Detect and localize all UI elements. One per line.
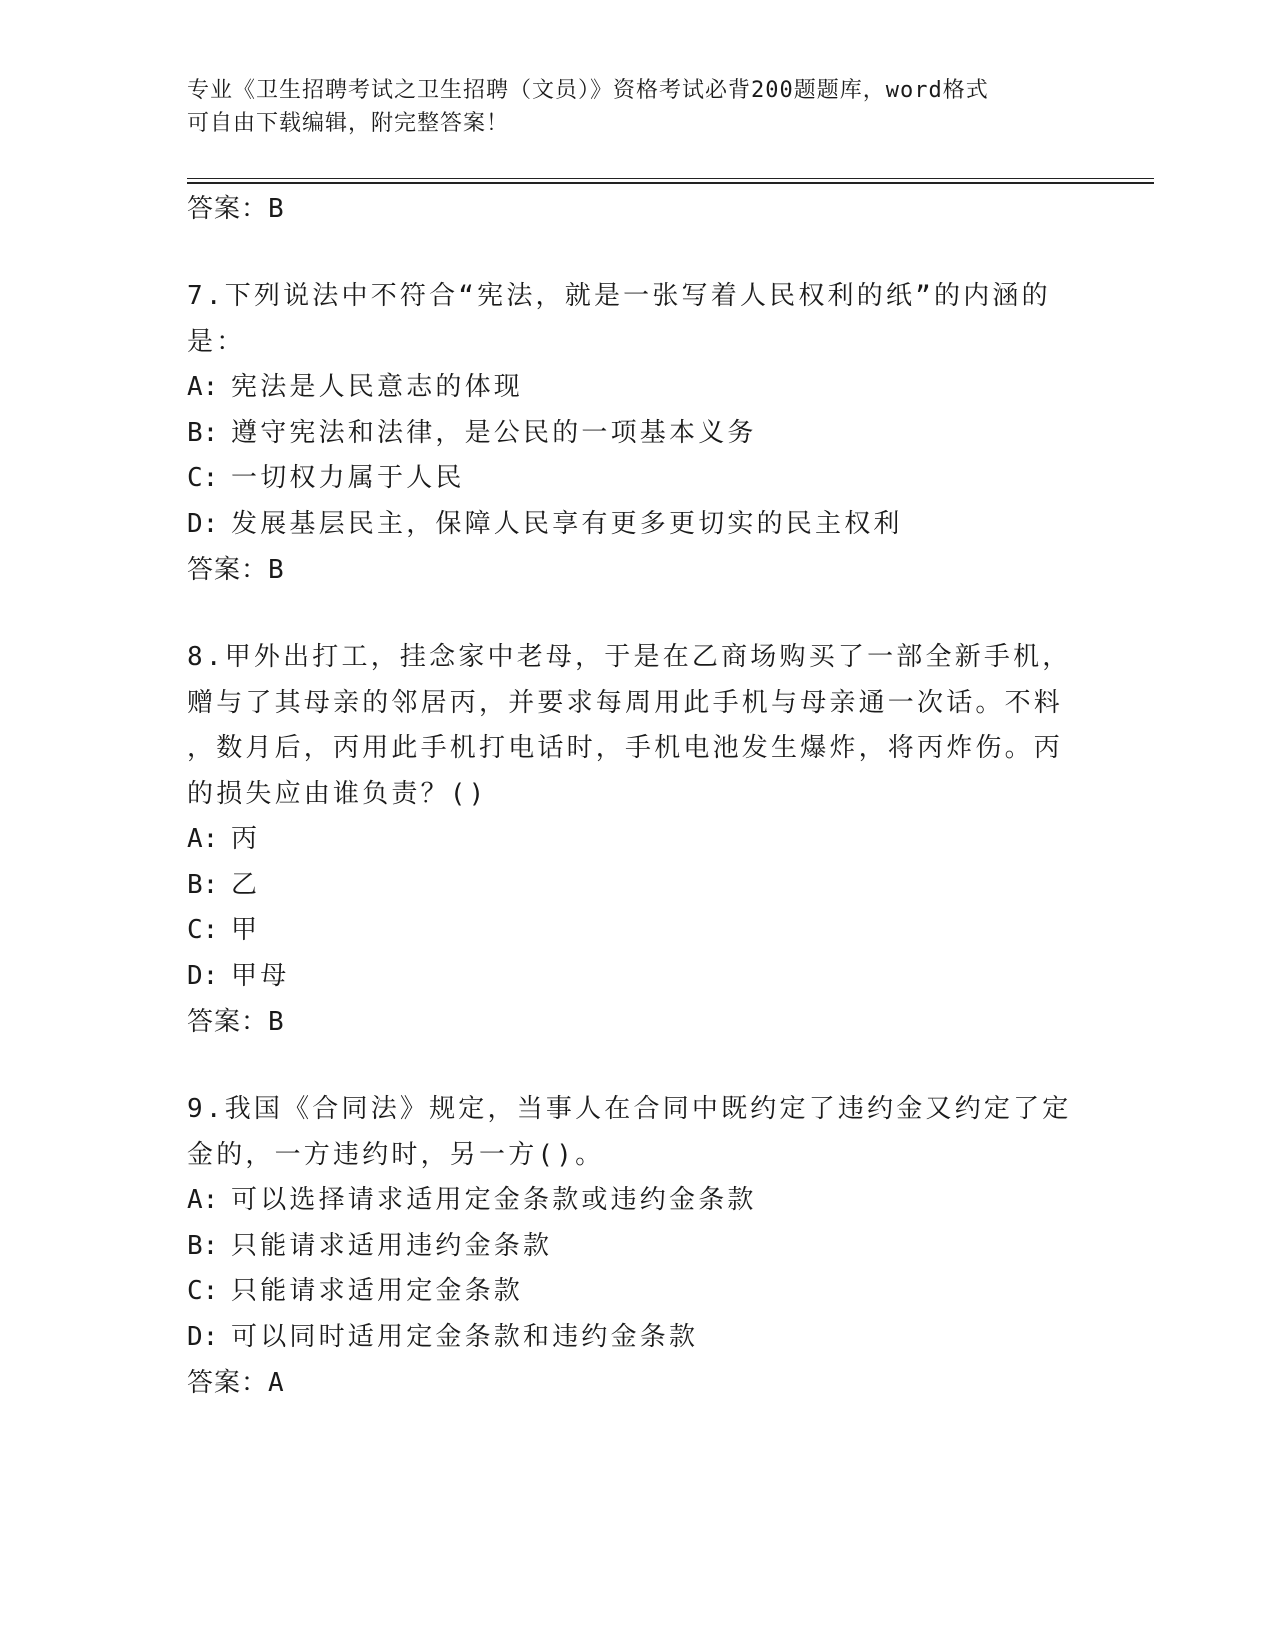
option-key: D: — [187, 960, 219, 991]
option-key: B: — [187, 417, 219, 448]
option-text: 可以同时适用定金条款和违约金条款 — [231, 1321, 699, 1352]
option-c — [187, 456, 1087, 502]
option-key: C: — [187, 915, 219, 945]
stem-line: 的损失应由谁负责？() — [187, 778, 488, 809]
header-line-1: 专业《卫生招聘考试之卫生招聘（文员）》资格考试必背200题题库，word格式 — [187, 78, 989, 103]
header-divider-thin — [187, 178, 1154, 179]
option-c — [187, 1269, 1087, 1315]
option-text: 发展基层民主，保障人民享有更多更切实的民主权利 — [231, 508, 903, 539]
option-text: 遵守宪法和法律，是公民的一项基本义务 — [231, 417, 757, 448]
option-key: B: — [187, 869, 219, 900]
option-key: A: — [187, 1185, 219, 1215]
stem-line: 赠与了其母亲的邻居丙，并要求每周用此手机与母亲通一次话。不料 — [187, 687, 1064, 718]
option-text: 一切权力属于人民 — [231, 463, 465, 493]
answer: 答案：A — [187, 1368, 285, 1398]
stem-line: 7.下列说法中不符合“宪法，就是一张写着人民权利的纸”的内涵的 — [187, 281, 1051, 311]
option-b — [187, 411, 1087, 457]
option-key: D: — [187, 1321, 219, 1352]
question-8 — [187, 635, 1087, 1045]
option-key: B: — [187, 1230, 219, 1261]
stem-line: 9.我国《合同法》规定，当事人在合同中既约定了违约金又约定了定 — [187, 1094, 1072, 1124]
document-header — [187, 74, 1087, 140]
answer: 答案：B — [187, 1007, 285, 1037]
option-key: C: — [187, 463, 219, 493]
stem-line: ，数月后，丙用此手机打电话时，手机电池发生爆炸，将丙炸伤。丙 — [187, 733, 1064, 763]
stem-line: 8.甲外出打工，挂念家中老母，于是在乙商场购买了一部全新手机， — [187, 642, 1072, 672]
option-text: 宪法是人民意志的体现 — [231, 372, 524, 402]
question-9 — [187, 1087, 1087, 1406]
option-c — [187, 908, 1087, 954]
question-7 — [187, 274, 1087, 593]
option-key: D: — [187, 508, 219, 539]
option-d — [187, 954, 1087, 1000]
option-key: A: — [187, 824, 219, 854]
option-a — [187, 1178, 1087, 1224]
header-line-2: 可自由下载编辑，附完整答案！ — [187, 111, 510, 136]
option-text: 只能请求适用定金条款 — [231, 1276, 524, 1306]
stem-line: 是： — [187, 326, 246, 357]
option-text: 甲 — [231, 915, 261, 945]
option-text: 丙 — [231, 824, 261, 854]
option-text: 乙 — [231, 869, 261, 900]
stem-line: 金的，一方违约时，另一方()。 — [187, 1139, 605, 1170]
answer: 答案：B — [187, 555, 285, 585]
document-body — [187, 186, 1087, 1406]
option-key: A: — [187, 372, 219, 402]
question-stem — [187, 274, 1087, 365]
option-text: 可以选择请求适用定金条款或违约金条款 — [231, 1185, 757, 1215]
previous-question-answer: 答案：B — [187, 194, 285, 224]
question-stem — [187, 635, 1087, 817]
option-a — [187, 817, 1087, 863]
option-b — [187, 863, 1087, 909]
option-d — [187, 1315, 1087, 1361]
option-a — [187, 365, 1087, 411]
header-divider-thick — [187, 182, 1154, 184]
option-key: C: — [187, 1276, 219, 1306]
option-text: 只能请求适用违约金条款 — [231, 1230, 553, 1261]
question-stem — [187, 1087, 1087, 1178]
option-b — [187, 1224, 1087, 1270]
option-d — [187, 502, 1087, 548]
option-text: 甲母 — [231, 960, 290, 991]
